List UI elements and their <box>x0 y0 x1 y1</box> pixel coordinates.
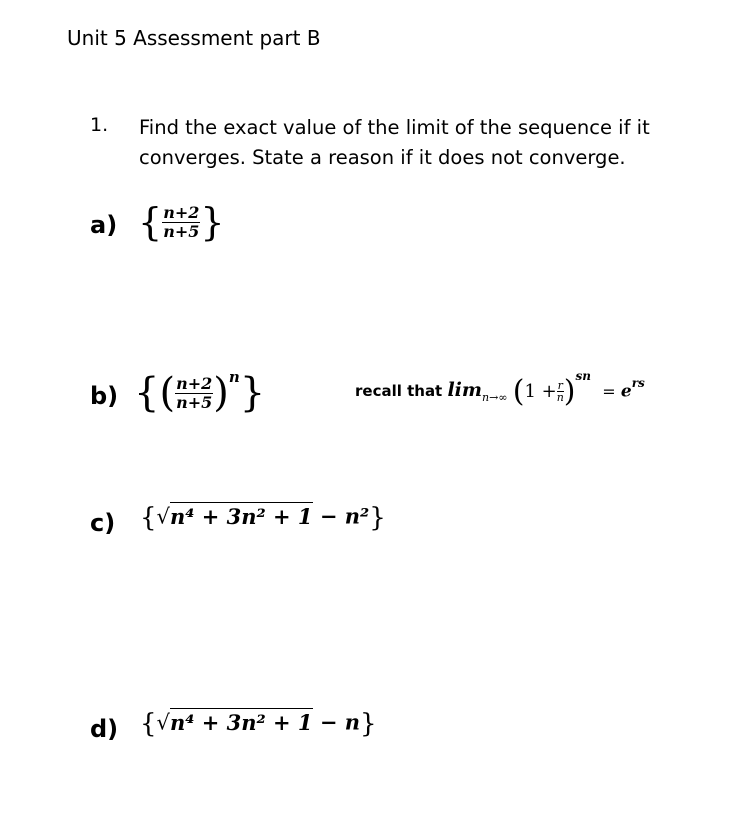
left-brace: { <box>134 370 160 416</box>
right-brace: } <box>239 370 266 416</box>
part-b-expression <box>134 368 265 418</box>
denominator: n+5 <box>163 221 200 241</box>
r-over-n-fraction <box>557 380 564 403</box>
fraction <box>162 202 200 241</box>
right-brace: } <box>360 709 377 739</box>
tail-term: − n <box>319 709 361 735</box>
left-brace: { <box>138 200 163 244</box>
lim-subscript: n→∞ <box>482 391 508 404</box>
fraction <box>175 373 213 412</box>
question-text: Find the exact value of the limit of the sequence if it converges. State a reason if it does not converge. <box>139 116 650 169</box>
part-a-label: a) <box>90 211 118 239</box>
hint-prefix: recall that <box>355 382 443 400</box>
numerator: n+2 <box>176 373 213 393</box>
part-d-label: d) <box>90 715 119 743</box>
result-base: e <box>620 381 632 402</box>
radicand: n⁴ + 3n² + 1 <box>169 503 313 529</box>
assessment-title: Unit 5 Assessment part B <box>67 26 321 50</box>
part-b-label: b) <box>90 382 119 410</box>
numerator: n+2 <box>163 202 200 222</box>
part-c-expression <box>140 503 386 533</box>
frac-numerator: r <box>557 379 563 392</box>
right-brace: } <box>200 200 225 244</box>
part-d-expression <box>140 709 377 739</box>
denominator: n+5 <box>176 392 213 412</box>
frac-denominator: n <box>556 391 564 404</box>
left-paren: ( <box>512 374 525 409</box>
right-paren: ) <box>213 370 229 416</box>
left-brace: { <box>140 709 157 739</box>
right-brace: } <box>369 503 386 533</box>
lim-operator: lim <box>447 379 483 401</box>
one-plus: 1 + <box>524 381 557 402</box>
hint-exponent: sn <box>575 369 591 383</box>
part-c-label: c) <box>90 509 116 537</box>
question-number: 1. <box>90 114 109 136</box>
sqrt-sign: √ <box>156 504 170 529</box>
sqrt-sign: √ <box>156 710 170 735</box>
left-brace: { <box>140 503 157 533</box>
limit-hint <box>355 369 645 409</box>
part-a-expression <box>138 200 225 244</box>
right-paren: ) <box>563 374 576 409</box>
result-exponent: rs <box>631 376 645 390</box>
equals-sign: = <box>602 382 616 401</box>
left-paren: ( <box>159 370 176 416</box>
tail-term: − n² <box>319 503 370 529</box>
radicand: n⁴ + 3n² + 1 <box>169 709 313 735</box>
exponent: n <box>228 367 240 386</box>
